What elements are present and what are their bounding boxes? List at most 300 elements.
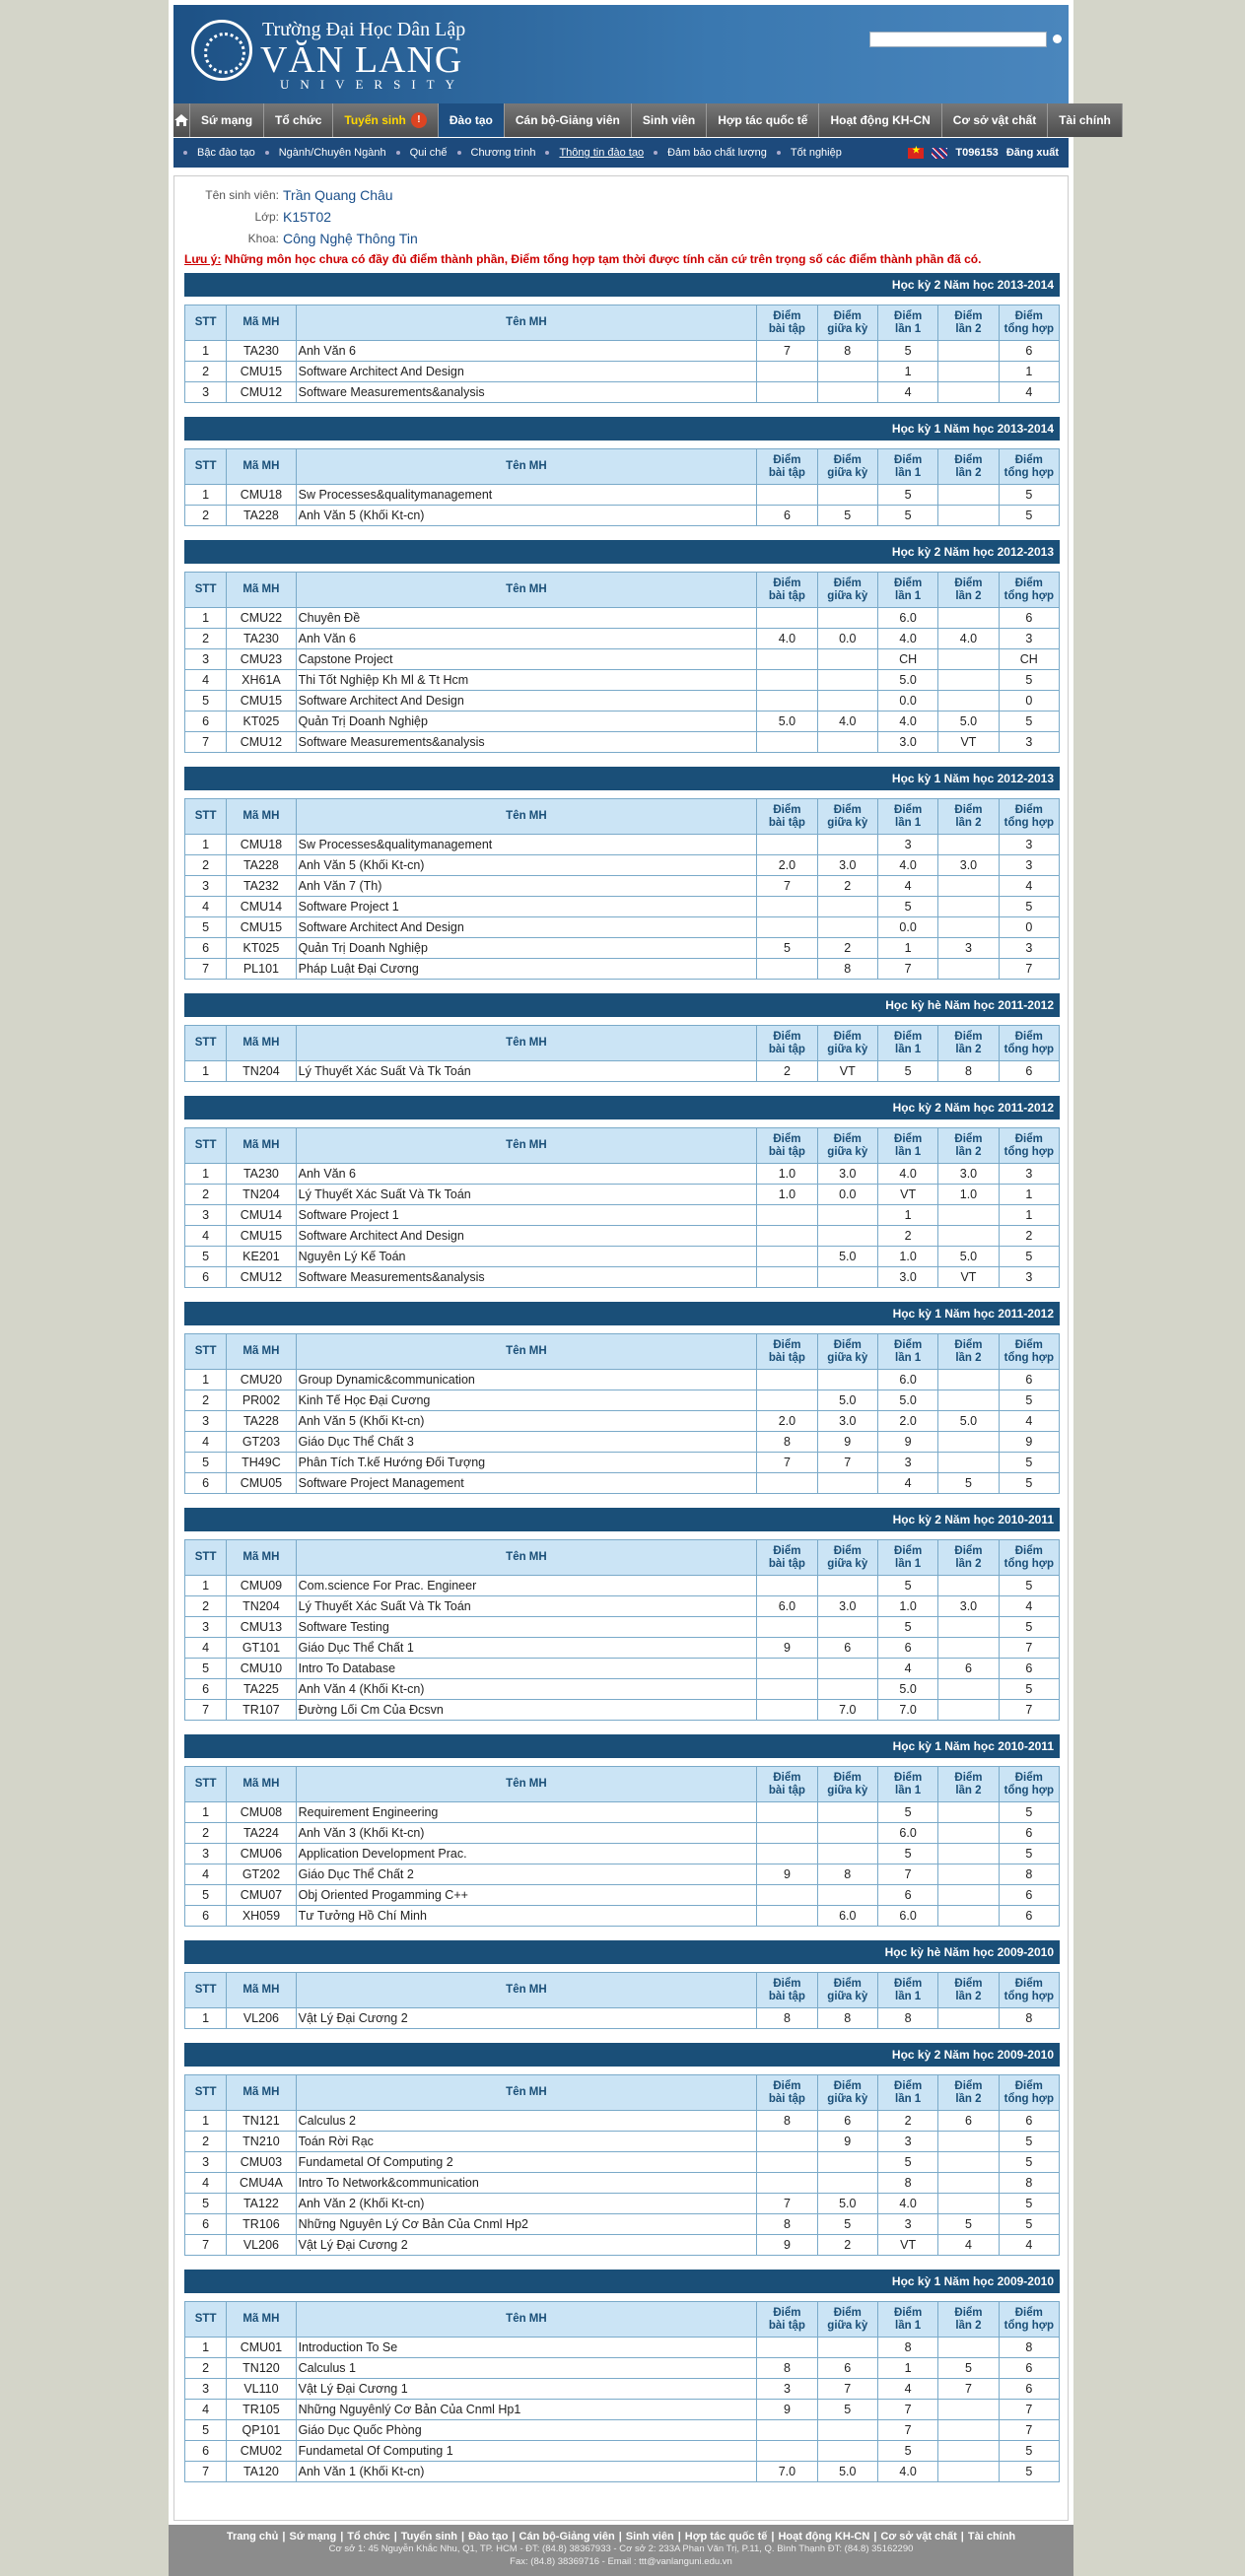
exercise-score-cell: [757, 1617, 817, 1638]
exercise-score-cell: 1.0: [757, 1185, 817, 1205]
course-name-cell: Lý Thuyết Xác Suất Và Tk Toán: [296, 1596, 757, 1617]
course-code-cell: TA225: [227, 1679, 296, 1700]
footer-link[interactable]: Tài chính: [967, 2531, 1016, 2542]
column-header: [227, 1973, 296, 2008]
exercise-score-cell: 6.0: [757, 1596, 817, 1617]
column-header: [227, 799, 296, 835]
nav-hoat-dong[interactable]: Hoạt động KH-CN: [819, 103, 941, 137]
exercise-score-cell: [757, 2132, 817, 2152]
exam1-score-cell: 6.0: [877, 1823, 937, 1844]
table-row: [185, 1802, 1060, 1823]
course-name-cell: Thi Tốt Nghiệp Kh Ml & Tt Hcm: [296, 670, 757, 691]
column-header-text: bài tập: [768, 322, 805, 335]
column-header-text: Điểm: [954, 1030, 983, 1043]
column-header: [817, 799, 877, 835]
stt-cell: 4: [185, 897, 227, 917]
subnav-qui-che[interactable]: Qui chế: [409, 147, 448, 159]
table-header-row: [185, 573, 1060, 608]
exam2-score-cell: [938, 1226, 999, 1247]
exam2-score-cell: [938, 485, 999, 506]
home-icon[interactable]: [173, 103, 190, 137]
course-name-cell: Đường Lối Cm Của Đcsvn: [296, 1700, 757, 1721]
exam2-score-cell: [938, 959, 999, 980]
course-name-cell: Software Testing: [296, 1617, 757, 1638]
column-header: [877, 573, 937, 608]
stt-cell: 1: [185, 2338, 227, 2358]
column-header: [185, 305, 227, 341]
column-header-text: tổng hợp: [1003, 322, 1054, 335]
total-score-cell: 7: [999, 2400, 1059, 2420]
column-header-text: lần 1: [895, 2319, 922, 2332]
midterm-score-cell: [817, 1823, 877, 1844]
column-header: [877, 1540, 937, 1576]
course-name-cell: Sw Processes&qualitymanagement: [296, 485, 757, 506]
user-code: T096153: [955, 147, 999, 159]
midterm-score-cell: [817, 2441, 877, 2462]
stt-cell: 5: [185, 691, 227, 712]
column-header: [938, 1540, 999, 1576]
stt-cell: 4: [185, 2400, 227, 2420]
stt-cell: 1: [185, 1164, 227, 1185]
course-code-cell: TR106: [227, 2214, 296, 2235]
course-code-cell: CMU07: [227, 1885, 296, 1906]
course-name-cell: Software Measurements&analysis: [296, 732, 757, 753]
exercise-score-cell: [757, 1370, 817, 1390]
midterm-score-cell: [817, 1267, 877, 1288]
stt-cell: 6: [185, 1267, 227, 1288]
user-area: [908, 147, 1069, 159]
nav-tai-chinh[interactable]: Tài chính: [1048, 103, 1123, 137]
course-name-cell: Giáo Dục Thể Chất 3: [296, 1432, 757, 1453]
course-code-cell: TN204: [227, 1061, 296, 1082]
table-row: [185, 1864, 1060, 1885]
table-row: [185, 2214, 1060, 2235]
search-input[interactable]: [869, 32, 1047, 47]
course-name-cell: Sw Processes&qualitymanagement: [296, 835, 757, 855]
column-header-text: Điểm: [1014, 453, 1043, 466]
footer-link[interactable]: Sứ mạng: [289, 2531, 337, 2542]
exam1-score-cell: 3: [877, 2132, 937, 2152]
subnav-bac-dao-tao[interactable]: Bậc đào tạo: [197, 147, 255, 159]
nav-dao-tao[interactable]: Đào tạo: [439, 103, 505, 137]
column-header-text: STT: [194, 583, 217, 595]
search-go-icon[interactable]: [1053, 34, 1062, 43]
column-header-text: tổng hợp: [1003, 816, 1054, 829]
exercise-score-cell: 2.0: [757, 1411, 817, 1432]
course-name-cell: Kinh Tế Học Đại Cương: [296, 1390, 757, 1411]
course-name-cell: Group Dynamic&communication: [296, 1370, 757, 1390]
course-code-cell: TH49C: [227, 1453, 296, 1473]
exam2-score-cell: [938, 1700, 999, 1721]
column-header-text: Tên MH: [506, 2086, 547, 2098]
course-name-cell: Anh Văn 6: [296, 341, 757, 362]
total-score-cell: 3: [999, 629, 1059, 649]
footer-link[interactable]: Đào tạo: [468, 2531, 509, 2542]
exam2-score-cell: [938, 670, 999, 691]
column-header: [757, 2075, 817, 2111]
student-name-label: Tên sinh viên:: [205, 188, 279, 202]
grades-table: [184, 305, 1060, 403]
column-header: [757, 1026, 817, 1061]
column-header: [817, 1026, 877, 1061]
midterm-score-cell: [817, 1885, 877, 1906]
grades-table: [184, 1766, 1060, 1927]
nav-to-chuc[interactable]: Tổ chức: [264, 103, 333, 137]
midterm-score-cell: [817, 917, 877, 938]
exam1-score-cell: 3: [877, 2214, 937, 2235]
exam2-score-cell: [938, 1205, 999, 1226]
column-header-text: lần 2: [955, 322, 982, 335]
semester-title: Học kỳ 1 Năm học 2010-2011: [184, 1734, 1060, 1758]
course-name-cell: Quản Trị Doanh Nghiệp: [296, 938, 757, 959]
nav-tuyen-sinh-label: Tuyển sinh: [344, 113, 406, 127]
course-code-cell: CMU14: [227, 1205, 296, 1226]
footer-link[interactable]: Hoạt động KH-CN: [778, 2531, 870, 2542]
exercise-score-cell: [757, 485, 817, 506]
column-header-text: Điểm: [773, 1977, 801, 1990]
exam2-score-cell: [938, 835, 999, 855]
footer-link[interactable]: Sinh viên: [625, 2531, 674, 2542]
course-name-cell: Requirement Engineering: [296, 1802, 757, 1823]
table-row: [185, 670, 1060, 691]
footer-link[interactable]: Cán bộ-Giảng viên: [519, 2531, 615, 2542]
exam1-score-cell: 2.0: [877, 1411, 937, 1432]
column-header-text: Tên MH: [506, 1139, 547, 1151]
semester-block: [184, 1302, 1060, 1494]
midterm-score-cell: [817, 1473, 877, 1494]
exercise-score-cell: 7: [757, 341, 817, 362]
subnav-tot-nghiep[interactable]: Tốt nghiệp: [790, 147, 842, 159]
stt-cell: 1: [185, 2111, 227, 2132]
table-row: [185, 1226, 1060, 1247]
column-header-text: bài tập: [768, 1351, 805, 1364]
main-nav: [173, 103, 1111, 137]
course-name-cell: Calculus 2: [296, 2111, 757, 2132]
stt-cell: 7: [185, 2235, 227, 2256]
column-header: [757, 449, 817, 485]
semester-block: [184, 2270, 1060, 2482]
total-score-cell: 1: [999, 1185, 1059, 1205]
column-header-text: lần 2: [955, 816, 982, 829]
semester-block: [184, 1734, 1060, 1927]
column-header-text: bài tập: [768, 1043, 805, 1055]
column-header-text: lần 2: [955, 589, 982, 602]
table-row: [185, 2358, 1060, 2379]
column-header: [296, 1540, 757, 1576]
course-name-cell: Vật Lý Đại Cương 2: [296, 2235, 757, 2256]
column-header: [938, 305, 999, 341]
column-header-text: lần 1: [895, 1784, 922, 1796]
subnav-nganh[interactable]: Ngành/Chuyên Ngành: [278, 147, 386, 159]
table-row: [185, 1679, 1060, 1700]
footer-link[interactable]: Tuyển sinh: [400, 2531, 458, 2542]
grades-table: [184, 572, 1060, 753]
midterm-score-cell: [817, 1576, 877, 1596]
column-header: [817, 2302, 877, 2338]
course-code-cell: TN204: [227, 1596, 296, 1617]
table-row: [185, 876, 1060, 897]
exam1-score-cell: 5: [877, 485, 937, 506]
column-header-text: bài tập: [768, 816, 805, 829]
exam2-score-cell: [938, 1679, 999, 1700]
stt-cell: 6: [185, 712, 227, 732]
exam2-score-cell: 3.0: [938, 1596, 999, 1617]
course-code-cell: TR107: [227, 1700, 296, 1721]
column-header: [999, 1128, 1059, 1164]
table-row: [185, 1164, 1060, 1185]
course-code-cell: TA228: [227, 1411, 296, 1432]
footer-link[interactable]: Hợp tác quốc tế: [684, 2531, 768, 2542]
exam2-score-cell: [938, 2173, 999, 2194]
total-score-cell: 5: [999, 2214, 1059, 2235]
course-code-cell: TN121: [227, 2111, 296, 2132]
exam1-score-cell: 7: [877, 1864, 937, 1885]
course-name-cell: Anh Văn 5 (Khối Kt-cn): [296, 506, 757, 526]
exam1-score-cell: 5.0: [877, 1679, 937, 1700]
table-row: [185, 732, 1060, 753]
exercise-score-cell: [757, 649, 817, 670]
column-header-text: STT: [194, 1037, 217, 1049]
column-header: [185, 1540, 227, 1576]
table-row: [185, 2379, 1060, 2400]
school-name-small: Trường Đại Học Dân Lập: [262, 19, 466, 40]
exam1-score-cell: 4.0: [877, 1164, 937, 1185]
exam1-score-cell: 3.0: [877, 1267, 937, 1288]
total-score-cell: 5: [999, 2152, 1059, 2173]
exam1-score-cell: 4.0: [877, 2462, 937, 2482]
grades-table: [184, 1025, 1060, 1082]
nav-su-mang[interactable]: Sứ mạng: [190, 103, 264, 137]
column-header: [227, 1128, 296, 1164]
exam1-score-cell: 4: [877, 2379, 937, 2400]
column-header: [938, 573, 999, 608]
column-header-text: Điểm: [833, 2306, 862, 2319]
exam1-score-cell: 5: [877, 897, 937, 917]
midterm-score-cell: 3.0: [817, 1164, 877, 1185]
exam1-score-cell: 4.0: [877, 2194, 937, 2214]
exam1-score-cell: 4.0: [877, 712, 937, 732]
subnav-dam-bao[interactable]: Đảm bảo chất lượng: [667, 147, 767, 159]
footer-link[interactable]: Trang chủ: [226, 2531, 279, 2542]
english-flag-icon[interactable]: [932, 148, 947, 159]
stt-cell: 4: [185, 1226, 227, 1247]
table-row: [185, 1473, 1060, 1494]
course-name-cell: Software Architect And Design: [296, 691, 757, 712]
course-name-cell: Intro To Network&communication: [296, 2173, 757, 2194]
total-score-cell: 6: [999, 1823, 1059, 1844]
midterm-score-cell: [817, 1617, 877, 1638]
subnav-chuong-trinh[interactable]: Chương trình: [470, 147, 536, 159]
column-header-text: Điểm: [1014, 803, 1043, 816]
column-header-text: Điểm: [954, 1771, 983, 1784]
column-header-text: Điểm: [954, 453, 983, 466]
column-header-text: lần 1: [895, 816, 922, 829]
exercise-score-cell: 7.0: [757, 2462, 817, 2482]
exam2-score-cell: 3.0: [938, 855, 999, 876]
course-name-cell: Anh Văn 5 (Khối Kt-cn): [296, 1411, 757, 1432]
column-header: [999, 573, 1059, 608]
course-name-cell: Software Architect And Design: [296, 1226, 757, 1247]
column-header-text: Tên MH: [506, 1345, 547, 1357]
exam1-score-cell: 4: [877, 876, 937, 897]
exam2-score-cell: [938, 649, 999, 670]
nav-sinh-vien[interactable]: Sinh viên: [632, 103, 707, 137]
table-row: [185, 1700, 1060, 1721]
column-header-text: bài tập: [768, 589, 805, 602]
column-header-text: bài tập: [768, 1990, 805, 2002]
vietnamese-flag-icon[interactable]: [908, 148, 924, 159]
midterm-score-cell: [817, 1659, 877, 1679]
course-name-cell: Nguyên Lý Kế Toán: [296, 1247, 757, 1267]
page-wrapper: [169, 0, 1111, 2576]
course-code-cell: TN204: [227, 1185, 296, 1205]
exam1-score-cell: 7: [877, 2400, 937, 2420]
exercise-score-cell: [757, 2420, 817, 2441]
stt-cell: 2: [185, 1390, 227, 1411]
course-code-cell: TA230: [227, 629, 296, 649]
exercise-score-cell: 3: [757, 2379, 817, 2400]
column-header-text: Mã MH: [242, 810, 280, 822]
course-code-cell: CMU13: [227, 1617, 296, 1638]
course-name-cell: Software Measurements&analysis: [296, 382, 757, 403]
table-row: [185, 835, 1060, 855]
grades-content: [173, 175, 1069, 2521]
exam1-score-cell: 7.0: [877, 1700, 937, 1721]
column-header-text: giữa kỳ: [827, 1145, 868, 1158]
footer-links: Trang chủ | Sứ mạng | Tổ chức | Tuyển sinh | Đào tạo | Cán bộ-Giảng viên | Sinh viên | Hợp tác quốc tế | Hoạt động KH-CN | Cơ sở vật chất | Tài chính: [169, 2531, 1073, 2542]
table-row: [185, 1453, 1060, 1473]
column-header-text: Điểm: [1014, 1030, 1043, 1043]
midterm-score-cell: 5: [817, 2400, 877, 2420]
column-header-text: Điểm: [833, 453, 862, 466]
note-text: Những môn học chưa có đầy đủ điểm thành phần, Điểm tổng hợp tạm thời được tính căn cứ trên trọng số các điểm thành phần đã có.: [221, 252, 982, 266]
course-code-cell: CMU15: [227, 691, 296, 712]
exam1-score-cell: 0.0: [877, 691, 937, 712]
exercise-score-cell: 1.0: [757, 1164, 817, 1185]
course-name-cell: Pháp Luật Đại Cương: [296, 959, 757, 980]
exercise-score-cell: [757, 1226, 817, 1247]
exam2-score-cell: [938, 691, 999, 712]
footer-link[interactable]: Tổ chức: [347, 2531, 390, 2542]
stt-cell: 4: [185, 2173, 227, 2194]
exam1-score-cell: 6.0: [877, 608, 937, 629]
column-header-text: Điểm: [954, 1544, 983, 1557]
stt-cell: 4: [185, 1864, 227, 1885]
exam1-score-cell: 4: [877, 382, 937, 403]
column-header: [877, 799, 937, 835]
course-name-cell: Giáo Dục Quốc Phòng: [296, 2420, 757, 2441]
exam1-score-cell: 3: [877, 835, 937, 855]
grades-table: [184, 448, 1060, 526]
student-class-label: Lớp:: [254, 210, 279, 224]
table-header-row: [185, 449, 1060, 485]
midterm-score-cell: 9: [817, 1432, 877, 1453]
column-header-text: giữa kỳ: [827, 1351, 868, 1364]
site-header: [173, 5, 1069, 103]
column-header-text: Mã MH: [242, 1984, 280, 1996]
table-row: [185, 506, 1060, 526]
table-row: [185, 2400, 1060, 2420]
midterm-score-cell: [817, 2338, 877, 2358]
total-score-cell: 5: [999, 1576, 1059, 1596]
exercise-score-cell: [757, 1885, 817, 1906]
logout-link[interactable]: Đăng xuất: [1005, 147, 1059, 159]
column-header-text: Điểm: [773, 1338, 801, 1351]
column-header: [999, 1540, 1059, 1576]
course-code-cell: CMU12: [227, 732, 296, 753]
total-score-cell: 6: [999, 341, 1059, 362]
stt-cell: 7: [185, 1700, 227, 1721]
stt-cell: 6: [185, 938, 227, 959]
column-header-text: Điểm: [773, 803, 801, 816]
exam1-score-cell: 8: [877, 2338, 937, 2358]
midterm-score-cell: 8: [817, 1864, 877, 1885]
exam2-score-cell: [938, 917, 999, 938]
grade-note: [184, 249, 1058, 269]
column-header-text: Mã MH: [242, 2313, 280, 2325]
exam2-score-cell: 5: [938, 1473, 999, 1494]
subnav-thong-tin[interactable]: Thông tin đào tạo: [559, 147, 645, 159]
exercise-score-cell: 2.0: [757, 855, 817, 876]
course-name-cell: Chuyên Đề: [296, 608, 757, 629]
midterm-score-cell: 7: [817, 2379, 877, 2400]
course-name-cell: Anh Văn 6: [296, 629, 757, 649]
total-score-cell: 5: [999, 1844, 1059, 1864]
total-score-cell: 5: [999, 1802, 1059, 1823]
exam1-score-cell: 1.0: [877, 1596, 937, 1617]
midterm-score-cell: [817, 649, 877, 670]
table-row: [185, 691, 1060, 712]
column-header: [999, 449, 1059, 485]
course-code-cell: GT203: [227, 1432, 296, 1453]
column-header: [227, 1334, 296, 1370]
column-header: [185, 449, 227, 485]
column-header-text: lần 2: [955, 1784, 982, 1796]
semester-title: Học kỳ hè Năm học 2011-2012: [184, 993, 1060, 1017]
university-logo-icon[interactable]: [191, 20, 252, 81]
column-header-text: Điểm: [833, 1030, 862, 1043]
column-header: [938, 1767, 999, 1802]
nav-hop-tac[interactable]: Hợp tác quốc tế: [707, 103, 819, 137]
semester-block: [184, 1508, 1060, 1721]
nav-tuyen-sinh[interactable]: [333, 103, 438, 137]
exercise-score-cell: [757, 2338, 817, 2358]
nav-co-so[interactable]: Cơ sở vật chất: [942, 103, 1048, 137]
exam1-score-cell: 2: [877, 1226, 937, 1247]
midterm-score-cell: [817, 1802, 877, 1823]
column-header: [938, 2075, 999, 2111]
table-row: [185, 2338, 1060, 2358]
semester-block: [184, 1940, 1060, 2029]
semester-block: [184, 273, 1060, 403]
grades-table: [184, 1333, 1060, 1494]
total-score-cell: 4: [999, 1596, 1059, 1617]
course-code-cell: CMU09: [227, 1576, 296, 1596]
exam1-score-cell: 5: [877, 2441, 937, 2462]
total-score-cell: 5: [999, 1390, 1059, 1411]
midterm-score-cell: 6: [817, 2358, 877, 2379]
column-header-text: Điểm: [894, 453, 923, 466]
exam1-score-cell: 6.0: [877, 1906, 937, 1927]
footer-link[interactable]: Cơ sở vật chất: [880, 2531, 957, 2542]
total-score-cell: 3: [999, 835, 1059, 855]
column-header-text: tổng hợp: [1003, 1557, 1054, 1570]
exam2-score-cell: [938, 1576, 999, 1596]
nav-can-bo[interactable]: Cán bộ-Giảng viên: [505, 103, 632, 137]
total-score-cell: 6: [999, 608, 1059, 629]
exam2-score-cell: [938, 2338, 999, 2358]
column-header: [877, 2302, 937, 2338]
